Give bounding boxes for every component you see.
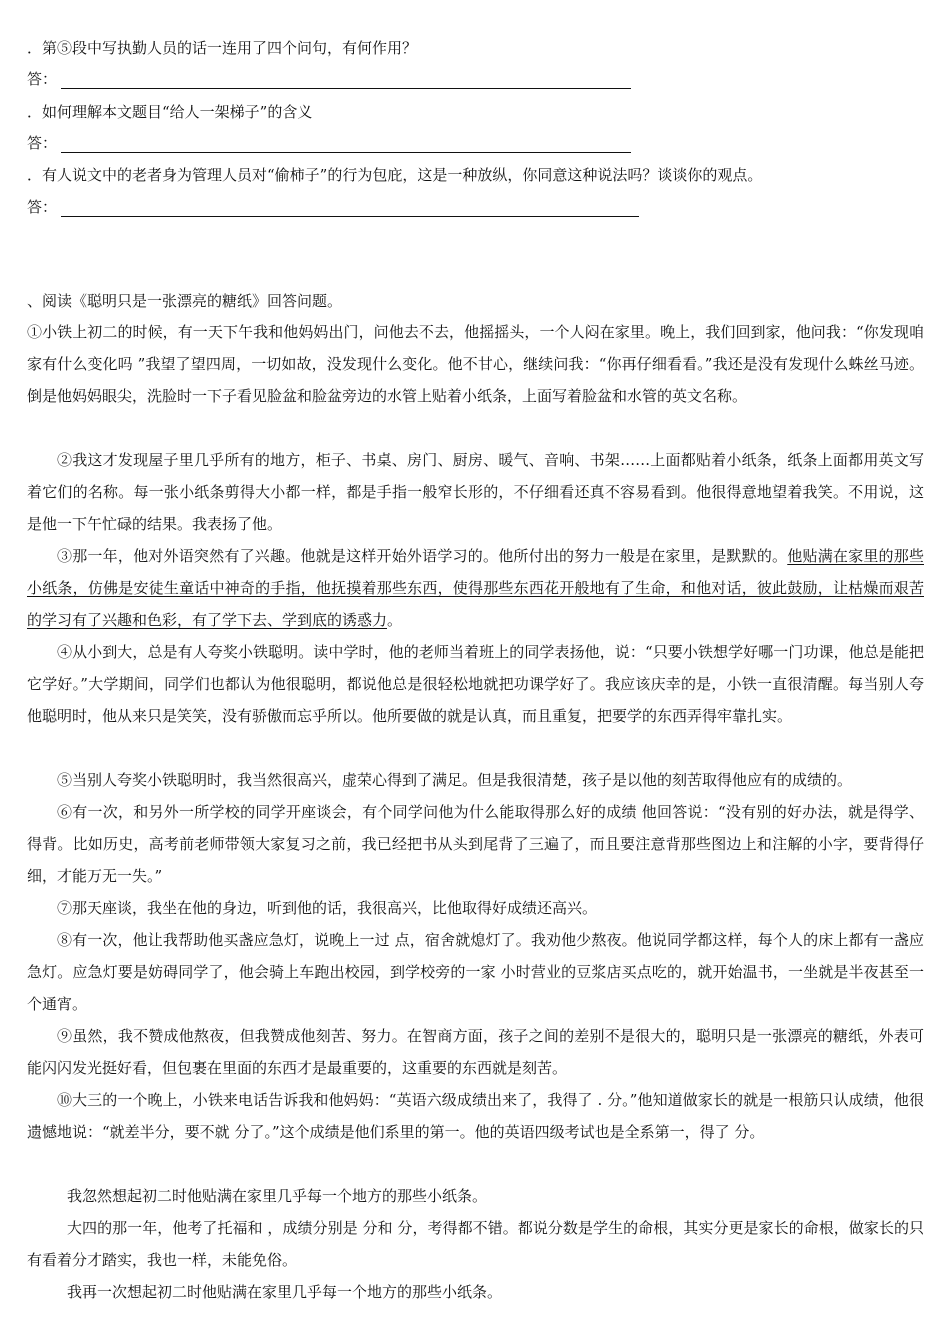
answer-label: 答： xyxy=(27,134,58,152)
underlined-passage: 他贴满在家里的那些小纸条，仿佛是安徒生童话中神奇的手指，他抚摸着那些东西，使得那些东西花开般地有了生命，和他对话，彼此鼓励，让枯燥而艰苦的学习有了兴趣和色彩，有了学下去、学到底的诱惑力 xyxy=(27,547,924,629)
answer-blank[interactable] xyxy=(61,72,631,89)
answer-label: 答： xyxy=(27,70,58,88)
question-3: ．有人说文中的老者身为管理人员对“偷柿子”的行为包庇，这是一种放纵，你同意这种说法吗？谈谈你的观点。 xyxy=(27,166,763,184)
paragraph-9: ⑨虽然，我不赞成他熬夜，但我赞成他刻苦、努力。在智商方面，孩子之间的差别不是很大的，聪明只是一张漂亮的糖纸，外表可能闪闪发光挺好看，但包裹在里面的东西才是最重要的，这重要的东西就是刻苦。 xyxy=(27,1027,924,1077)
answer-line-3 xyxy=(27,196,639,217)
question-1: ．第⑤段中写执勤人员的话一连用了四个问句，有何作用？ xyxy=(27,39,418,57)
paragraph-7: ⑦那天座谈，我坐在他的身边，听到他的话，我很高兴，比他取得好成绩还高兴。 xyxy=(57,899,598,917)
paragraph-3-text: ③那一年，他对外语突然有了兴趣。他就是这样开始外语学习的。他所付出的努力一般是在家里，是默默的。 xyxy=(57,547,788,565)
answer-blank[interactable] xyxy=(61,136,631,153)
question-2: ．如何理解本文题目“给人一架梯子”的含义 xyxy=(27,103,313,121)
section-title: 、阅读《聪明只是一张漂亮的糖纸》回答问题。 xyxy=(27,292,343,310)
paragraph-6: ⑥有一次，和另外一所学校的同学开座谈会，有个同学问他为什么能取得那么好的成绩 他回答说：“没有别的好办法，就是得学、得背。比如历史，高考前老师带领大家复习之前，我已经把书从头到尾背了三遍了，而且要注意背那些图边上和注解的小字，要背得仔细，才能万无一失。” xyxy=(27,803,924,885)
paragraph-12: 大四的那一年，他考了托福和 ，成绩分别是 分和 分，考得都不错。都说分数是学生的命根，其实分更是家长的命根，做家长的只有看着分才踏实，我也一样，未能免俗。 xyxy=(27,1219,924,1269)
paragraph-13: 我再一次想起初二时他贴满在家里几乎每一个地方的那些小纸条。 xyxy=(67,1283,503,1301)
paragraph-5: ⑤当别人夸奖小铁聪明时，我当然很高兴，虚荣心得到了满足。但是我很清楚，孩子是以他的刻苦取得他应有的成绩的。 xyxy=(57,771,853,789)
paragraph-10: ⑩大三的一个晚上，小铁来电话告诉我和他妈妈：“英语六级成绩出来了，我得了 . 分。”他知道做家长的就是一根筋只认成绩，他很遗憾地说：“就差半分，要不就 分了。”这个成绩是他们系里的第一。他的英语四级考试也是全系第一，得了 分。 xyxy=(27,1091,924,1141)
answer-line-2 xyxy=(27,132,631,153)
answer-line-1 xyxy=(27,68,631,89)
answer-blank[interactable] xyxy=(61,200,639,217)
paragraph-3 xyxy=(27,540,924,636)
paragraph-4: ④从小到大，总是有人夸奖小铁聪明。读中学时，他的老师当着班上的同学表扬他，说：“只要小铁想学好哪一门功课，他总是能把它学好。”大学期间，同学们也都认为他很聪明，都说他总是很轻松地就把功课学好了。我应该庆幸的是，小铁一直很清醒。每当别人夸他聪明时，他从来只是笑笑，没有骄傲而忘乎所以。他所要做的就是认真，而且重复，把要学的东西弄得牢靠扎实。 xyxy=(27,643,924,725)
paragraph-8: ⑧有一次，他让我帮助他买盏应急灯，说晚上一过 点，宿舍就熄灯了。我劝他少熬夜。他说同学都这样，每个人的床上都有一盏应急灯。应急灯要是妨碍同学了，他会骑上车跑出校园，到学校旁的一家 小时营业的豆浆店买点吃的，就开始温书，一坐就是半夜甚至一个通宵。 xyxy=(27,931,924,1013)
paragraph-3-end: 。 xyxy=(387,611,403,629)
paragraph-1: ①小铁上初二的时候，有一天下午我和他妈妈出门，问他去不去，他摇摇头，一个人闷在家里。晚上，我们回到家，他问我：“你发现咱家有什么变化吗 ”我望了望四周，一切如故，没发现什么变化。他不甘心，继续问我：“你再仔细看看。”我还是没有发现什么蛛丝马迹。倒是他妈妈眼尖，洗脸时一下子看见脸盆和脸盆旁边的水管上贴着小纸条，上面写着脸盆和水管的英文名称。 xyxy=(27,323,924,405)
answer-label: 答： xyxy=(27,198,58,216)
paragraph-11: 我忽然想起初二时他贴满在家里几乎每一个地方的那些小纸条。 xyxy=(67,1187,488,1205)
paragraph-2: ②我这才发现屋子里几乎所有的地方，柜子、书桌、房门、厨房、暖气、音响、书架……上面都贴着小纸条，纸条上面都用英文写着它们的名称。每一张小纸条剪得大小都一样，都是手指一般窄长形的，不仔细看还真不容易看到。他很得意地望着我笑。不用说，这是他一下午忙碌的结果。我表扬了他。 xyxy=(27,451,924,533)
